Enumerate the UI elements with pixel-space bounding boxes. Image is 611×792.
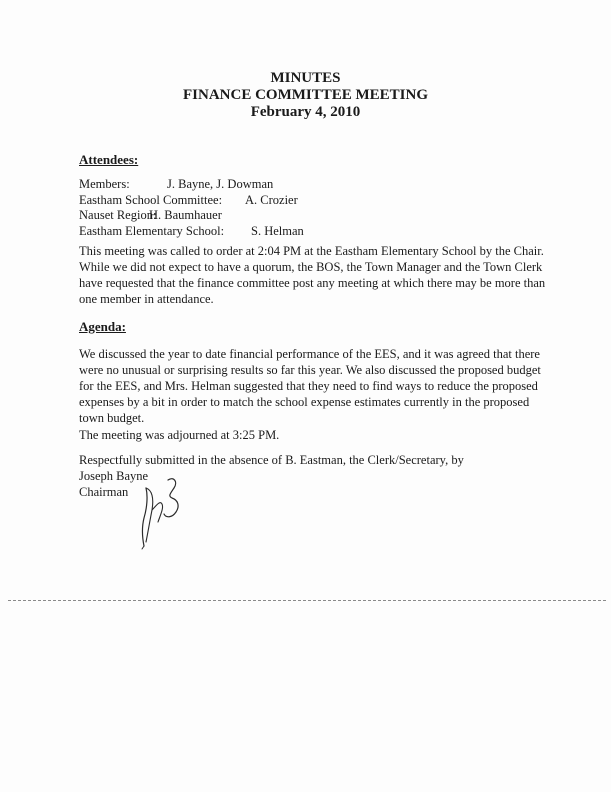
meeting-date: February 4, 2010: [250, 104, 361, 120]
attendee-value: H. Baumhauer: [149, 208, 222, 222]
attendee-value: J. Bayne, J. Dowman: [167, 177, 274, 191]
adjournment-paragraph: The meeting was adjourned at 3:25 PM.: [79, 428, 280, 442]
page-bottom-rule: [8, 600, 606, 601]
intro-paragraph: This meeting was called to order at 2:04 PM at the Eastham Elementary School by the Chair. While we did not expect to have a quorum, the BOS, the Town Manager and the Town Clerk have requested that the finance committee post any meeting at which there may be more than one member in attendance.: [79, 244, 546, 306]
document-title: MINUTES: [270, 70, 341, 86]
signer-name: Joseph Bayne: [79, 469, 149, 483]
submitted-by-line: Respectfully submitted in the absence of B. Eastman, the Clerk/Secretary, by: [79, 453, 464, 467]
attendee-value: S. Helman: [251, 223, 304, 238]
attendee-label: Members:: [79, 177, 130, 191]
attendee-label: Eastham School Committee:: [79, 192, 223, 207]
attendee-label: Nauset Region:: [79, 208, 157, 222]
agenda-paragraph: We discussed the year to date financial performance of the EES, and it was agreed that there were no unusual or surprising results so far this year. We also discussed the proposed budget for the EES, and Mrs. Helman suggested that they need to find ways to reduce the proposed expenses by a bit in order to match the school expense estimates currently in the proposed town budget.: [79, 347, 541, 425]
attendee-row-school-committee: [79, 193, 304, 209]
attendee-value: A. Crozier: [245, 192, 298, 207]
handwritten-signature: [132, 466, 202, 550]
attendee-row-nauset-region: [79, 208, 304, 224]
attendee-label: Eastham Elementary School:: [79, 223, 225, 238]
attendee-row-elementary-school: [79, 224, 304, 240]
agenda-heading: Agenda:: [79, 319, 126, 334]
attendee-row-members: [79, 177, 304, 193]
document-header: [0, 70, 611, 121]
document-subtitle: FINANCE COMMITTEE MEETING: [182, 87, 429, 103]
attendee-list: [79, 177, 304, 239]
attendees-heading: Attendees:: [79, 152, 139, 167]
signer-title: Chairman: [79, 485, 129, 499]
